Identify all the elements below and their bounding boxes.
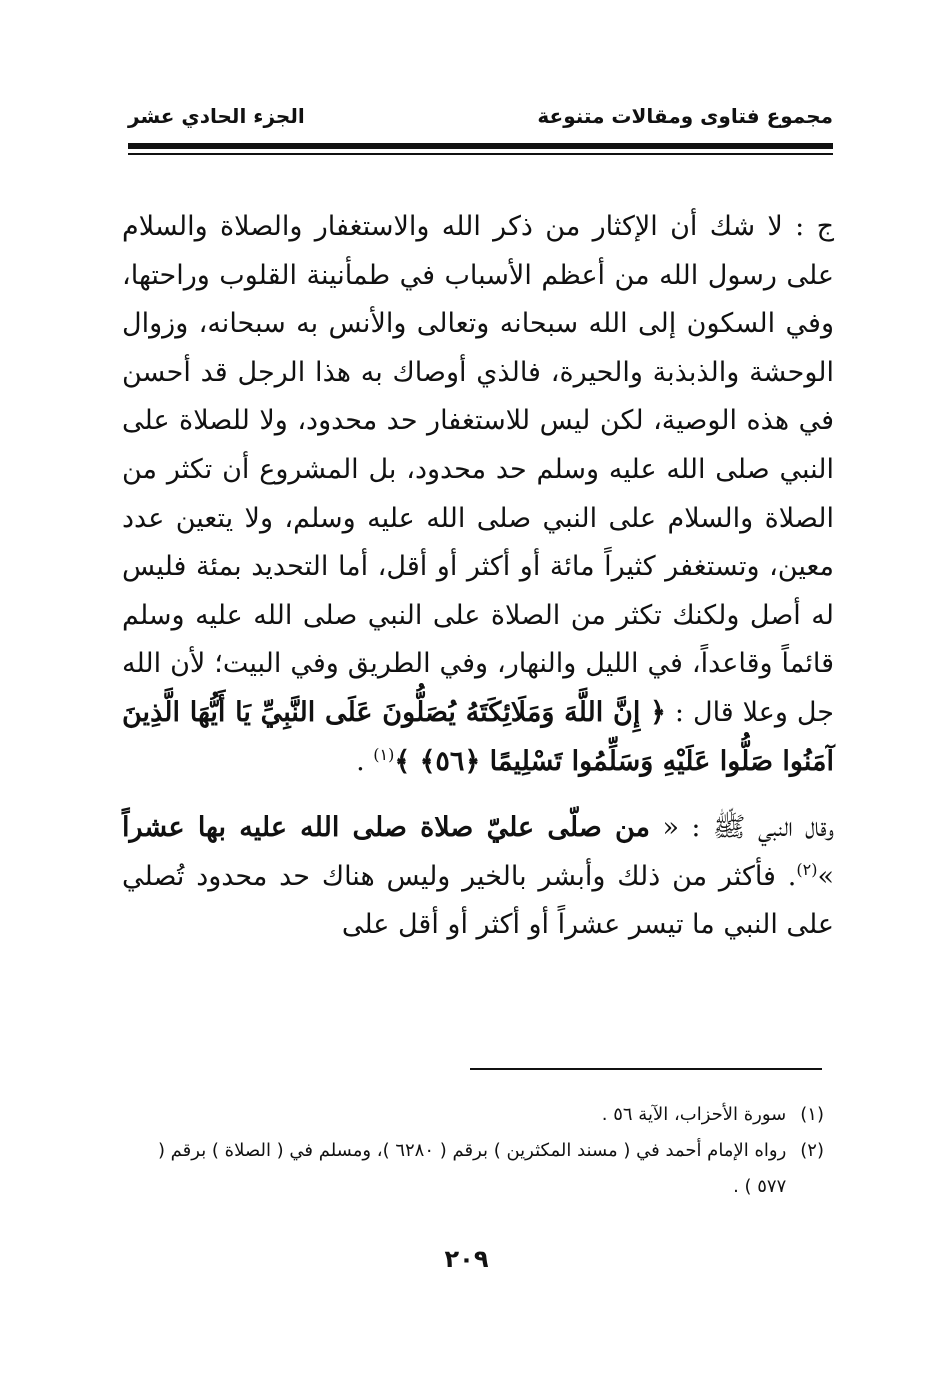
answer-text: ج : لا شك أن الإكثار من ذكر الله والاستغفار والصلاة والسلام على رسول الله من أعظم الأسباب في طمأنينة القلوب وراحتها، وفي السكون إلى الله سبحانه وتعالى والأنس به سبحانه، وزوال الوحشة والذبذبة والحيرة، فالذي أوصاك به هذا الرجل قد أحسن في هذه الوصية، لكن ليس للاستغفار حد محدود، ولا للصلاة على النبي صلى الله عليه وسلم حد محدود، بل المشروع أن تكثر من الصلاة والسلام على النبي صلى الله عليه وسلم، ولا يتعين عدد معين، وتستغفر كثيراً مائة أو أكثر أو أقل، أما التحديد بمئة فليس له أصل ولكنك تكثر من الصلاة على النبي صلى الله عليه وسلم قائماً وقاعداً، في الليل والنهار، وفي الطريق وفي البيت؛ لأن الله جل وعلا قال :: [122, 211, 834, 728]
header-rule-thin: [128, 153, 833, 155]
footnote-ref-1[interactable]: (١): [373, 744, 395, 764]
volume-label: الجزء الحادي عشر: [128, 104, 305, 128]
footnote-item: [124, 1097, 824, 1133]
footnote-separator: [470, 1068, 822, 1070]
hadith-continuation: . فأكثر من ذلك وأبشر بالخير وليس هناك حد محدود تُصلي على النبي ما تيسر عشراً أو أكثر أو أقل على: [122, 860, 834, 941]
header-rule-thick: [128, 143, 833, 149]
hadith-text: من صلّى عليّ صلاة صلى الله عليه بها عشراً: [122, 812, 651, 844]
footnotes: [124, 1097, 824, 1205]
sentence-end: .: [356, 745, 365, 777]
page-number: ٢٠٩: [444, 1245, 489, 1273]
footnote-text: رواه الإمام أحمد في ( مسند المكثرين ) برقم ( ٦٢٨٠ )، ومسلم في ( الصلاة ) برقم ( ٥٧٧ ) .: [157, 1140, 787, 1197]
footnote-number: (٢): [800, 1140, 824, 1161]
hadith-close: »: [817, 860, 834, 892]
footnote-item: [124, 1133, 824, 1205]
book-title: مجموع فتاوى ومقالات متنوعة: [537, 104, 833, 128]
footnote-text: سورة الأحزاب، الآية ٥٦ .: [601, 1104, 787, 1125]
footnote-number: (١): [800, 1104, 824, 1125]
main-text: [122, 203, 834, 950]
hadith-intro: وقال النبي ﷺ : «: [650, 812, 834, 844]
hadith-paragraph: [122, 804, 834, 950]
footnote-ref-2[interactable]: (٢): [796, 859, 818, 879]
quran-verse: ﴿ إِنَّ اللَّهَ وَمَلَائِكَتَهُ يُصَلُّونَ عَلَى النَّبِيِّ يَا أَيُّهَا الَّذِينَ آمَنُوا صَلُّوا عَلَيْهِ وَسَلِّمُوا تَسْلِيمًا ﴿٥٦﴾ ﴾: [122, 696, 834, 777]
running-header: [128, 100, 833, 132]
answer-paragraph: [122, 203, 834, 786]
